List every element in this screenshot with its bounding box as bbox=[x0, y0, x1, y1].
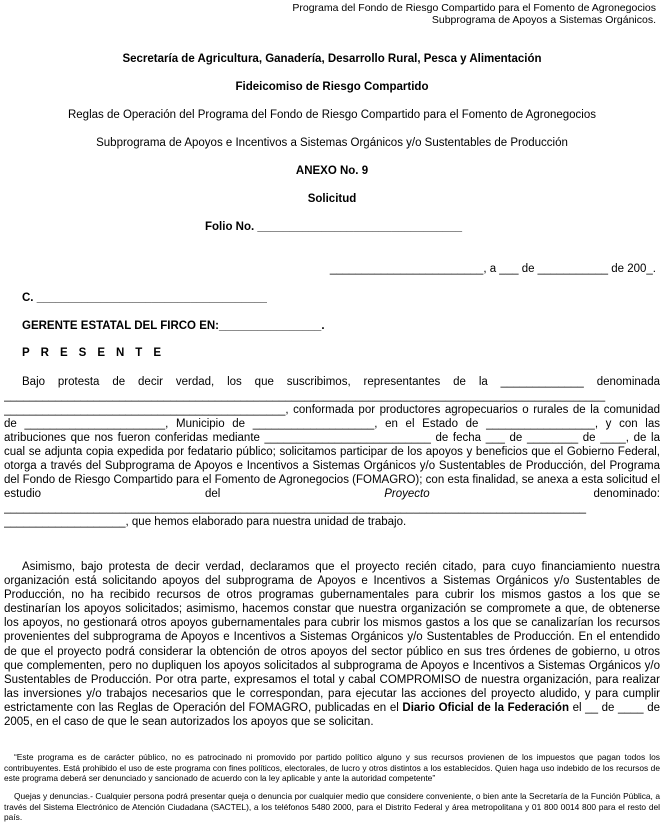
declaration-text: Asimismo, bajo protesta de decir verdad, declaramos que el proyecto recién citado, para cuyo financiamiento nuestra organización está solicitando apoyos del subprograma de Apoyos e Incentivos a Sistemas Orgánicos y/o Sustentables de Producción, no ha recibido recursos de otros programas gubernamentales para cubrir los mismos gastos a los que se destinarían los apoyos solicitados; asimismo, hacemos constar que nuestra organización se compromete a que, de obtenerse los apoyos, no gestionará otros apoyos gubernamentales para cubrir los mismos gastos a los que se canalizarían los recursos provenientes del subprograma de Apoyos e Incentivos a Sistemas Orgánicos y/o Sustentables de Producción. En el entendido de que el proyecto podrá considerar la obtención de otros apoyos del sector público en sus tres órdenes de gobierno, u otros que complementen, pero no dupliquen los apoyos solicitados al subprograma de Apoyos e Incentivos a Sistemas Orgánicos y/o Sustentables de Producción. Por otra parte, expresamos el total y cabal COMPROMISO de nuestra organización, para realizar las inversiones y/o trabajos necesarios que le correspondan, para ejecutar las acciones del proyecto aludido, y para cumplir estrictamente con las Reglas de Operación del FOMAGRO, publicadas en el bbox=[4, 561, 660, 714]
folio-line: Folio No. ________________________________ bbox=[205, 221, 463, 233]
title-solicitud: Solicitud bbox=[307, 193, 357, 205]
title-reglas: Reglas de Operación del Programa del Fondo de Riesgo Compartido para el Fomento de Agronegocios bbox=[67, 109, 597, 121]
request-text: Bajo protesta de decir verdad, los que suscribimos, representantes de la _____________ denominada ______________________________________________________________________________________________ ____________________________________________, conformada por productores agropecuarios o rurales de la comunidad de ______________________, Municipio de ___________________, en el Estado de _________________, y con las atribuciones que nos fueron conferidas mediante __________________________ de fecha ___ de ________ de ____, de la cual se adjunta copia expedida por fedatario público; solicitamos participar de los apoyos y beneficios que el Gobierno Federal, otorga a través del Subprograma de Apoyos e Incentivos a Sistemas Orgánicos y/o Sustentables de Producción, del Programa del Fondo de Riesgo Compartido para el Fomento de Agronegocios (FOMAGRO); con esta finalidad, se anexa a esta solicitud el estudio del bbox=[4, 376, 660, 500]
title-subprograma: Subprograma de Apoyos e Incentivos a Sistemas Orgánicos y/o Sustentables de Producción bbox=[96, 137, 568, 149]
header-program-line: Programa del Fondo de Riesgo Compartido para el Fomento de Agronegocios bbox=[292, 2, 656, 14]
gerente-line: GERENTE ESTATAL DEL FIRCO EN:________________. bbox=[22, 320, 325, 332]
quejas-note: Quejas y denuncias.- Cualquier persona podrá presentar queja o denuncia por cualquier medio que considere conveniente, o bien ante la Secretaría de la Función Pública, a través del Sistema Electrónico de Atención Ciudadana (SACTEL), a los teléfonos 5480 2000, para el Distrito Federal y área metropolitana y 01 800 0014 800 para el resto del país. bbox=[4, 791, 660, 823]
title-fideicomiso: Fideicomiso de Riesgo Compartido bbox=[235, 81, 429, 93]
header-subprogram-line: Subprograma de Apoyos a Sistemas Orgánicos. bbox=[431, 14, 656, 26]
addressee-line: C. ____________________________________ bbox=[22, 292, 267, 304]
proyecto-word: Proyecto bbox=[384, 488, 430, 500]
title-secretaria: Secretaría de Agricultura, Ganadería, Desarrollo Rural, Pesca y Alimentación bbox=[122, 53, 542, 65]
declaration-paragraph bbox=[4, 560, 660, 745]
declaration-text-end: el __ de ____ de 2005, en el caso de que le sean autorizados los apoyos que se solicitan. bbox=[4, 701, 660, 729]
request-text-end: denominado: ___________________________________________________________________________________________ ___________________, que hemos elaborado para nuestra unidad de trabajo. bbox=[4, 488, 660, 528]
diario-oficial: Diario Oficial de la Federación bbox=[402, 701, 569, 714]
request-paragraph bbox=[4, 375, 660, 545]
legal-note: “Este programa es de carácter público, no es patrocinado ni promovido por partido político alguno y sus recursos provienen de los impuestos que pagan todos los contribuyentes. Está prohibido el uso de este programa con fines políticos, electorales, de lucro y otros distintos a los establecidos. Quien haga uso indebido de los recursos de este programa deberá ser denunciado y sancionado de acuerdo con la ley aplicable y ante la autoridad competente” bbox=[4, 752, 660, 784]
document-header bbox=[292, 2, 656, 26]
title-anexo: ANEXO No. 9 bbox=[295, 165, 369, 177]
presente-heading: PRESENTE bbox=[22, 347, 172, 359]
date-line: ________________________, a ___ de ___________ de 200_. bbox=[329, 263, 656, 275]
